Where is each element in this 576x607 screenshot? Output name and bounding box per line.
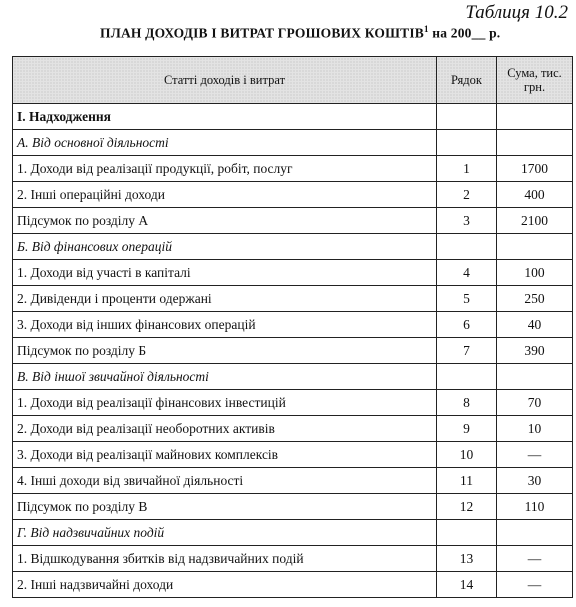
row-code: 11 (437, 468, 497, 494)
row-label: 3. Доходи від реалізації майнових комплексів (13, 442, 437, 468)
table-body (13, 104, 573, 598)
row-code: 9 (437, 416, 497, 442)
row-label: Б. Від фінансових операцій (13, 234, 437, 260)
row-amount: 10 (497, 416, 573, 442)
row-label: Підсумок по розділу В (13, 494, 437, 520)
row-code: 5 (437, 286, 497, 312)
row-code: 10 (437, 442, 497, 468)
title-main: ПЛАН ДОХОДІВ І ВИТРАТ ГРОШОВИХ КОШТІВ (100, 25, 424, 41)
row-code: 13 (437, 546, 497, 572)
row-code (437, 364, 497, 390)
row-amount (497, 234, 573, 260)
row-amount: 2100 (497, 208, 573, 234)
row-code: 12 (437, 494, 497, 520)
row-amount: 1700 (497, 156, 573, 182)
row-amount (497, 104, 573, 130)
row-label: 2. Дивіденди і проценти одержані (13, 286, 437, 312)
row-amount (497, 520, 573, 546)
table-row (13, 156, 573, 182)
row-label: Підсумок по розділу А (13, 208, 437, 234)
table-row (13, 208, 573, 234)
table-caption: Таблиця 10.2 (465, 2, 568, 23)
row-label: 2. Інші надзвичайні доходи (13, 572, 437, 598)
row-label: 1. Доходи від реалізації фінансових інвестицій (13, 390, 437, 416)
row-amount: — (497, 546, 573, 572)
row-code (437, 520, 497, 546)
table-row (13, 520, 573, 546)
row-label: 4. Інші доходи від звичайної діяльності (13, 468, 437, 494)
row-amount: 390 (497, 338, 573, 364)
table-row (13, 572, 573, 598)
row-code: 6 (437, 312, 497, 338)
row-amount: 100 (497, 260, 573, 286)
row-code: 1 (437, 156, 497, 182)
row-code (437, 130, 497, 156)
row-code: 3 (437, 208, 497, 234)
table-row (13, 546, 573, 572)
row-code: 7 (437, 338, 497, 364)
row-label: А. Від основної діяльності (13, 130, 437, 156)
row-label: Г. Від надзвичайних подій (13, 520, 437, 546)
table-row (13, 468, 573, 494)
title-footnote-mark: 1 (423, 24, 429, 34)
row-amount (497, 364, 573, 390)
table-row (13, 390, 573, 416)
row-label: 1. Доходи від участі в капіталі (13, 260, 437, 286)
row-amount: — (497, 572, 573, 598)
row-label: В. Від іншої звичайної діяльності (13, 364, 437, 390)
header-amount: Сума, тис. грн. (497, 57, 573, 104)
row-label: Підсумок по розділу Б (13, 338, 437, 364)
header-items: Статті доходів і витрат (13, 57, 437, 104)
row-code: 8 (437, 390, 497, 416)
table-row (13, 312, 573, 338)
row-code: 2 (437, 182, 497, 208)
title-suffix: на 200__ р. (432, 25, 501, 41)
row-code (437, 104, 497, 130)
row-amount: 40 (497, 312, 573, 338)
row-label: 3. Доходи від інших фінансових операцій (13, 312, 437, 338)
row-amount: 110 (497, 494, 573, 520)
row-label: 2. Інші операційні доходи (13, 182, 437, 208)
header-row-code: Рядок (437, 57, 497, 104)
table-row (13, 338, 573, 364)
document-title (100, 24, 500, 42)
row-amount (497, 130, 573, 156)
table-row (13, 182, 573, 208)
table-row (13, 104, 573, 130)
row-label: 2. Доходи від реалізації необоротних активів (13, 416, 437, 442)
table-header-row (13, 57, 573, 104)
table-row (13, 260, 573, 286)
row-code: 14 (437, 572, 497, 598)
row-amount: 70 (497, 390, 573, 416)
income-plan-table (12, 56, 573, 598)
row-code (437, 234, 497, 260)
table-row (13, 364, 573, 390)
row-amount: 250 (497, 286, 573, 312)
row-label: 1. Доходи від реалізації продукції, робіт, послуг (13, 156, 437, 182)
row-label: І. Надходження (13, 104, 437, 130)
row-amount: 400 (497, 182, 573, 208)
row-label: 1. Відшкодування збитків від надзвичайних подій (13, 546, 437, 572)
table-row (13, 442, 573, 468)
table-row (13, 130, 573, 156)
table-row (13, 234, 573, 260)
row-amount: — (497, 442, 573, 468)
table-row (13, 416, 573, 442)
table-row (13, 286, 573, 312)
row-amount: 30 (497, 468, 573, 494)
table-row (13, 494, 573, 520)
row-code: 4 (437, 260, 497, 286)
